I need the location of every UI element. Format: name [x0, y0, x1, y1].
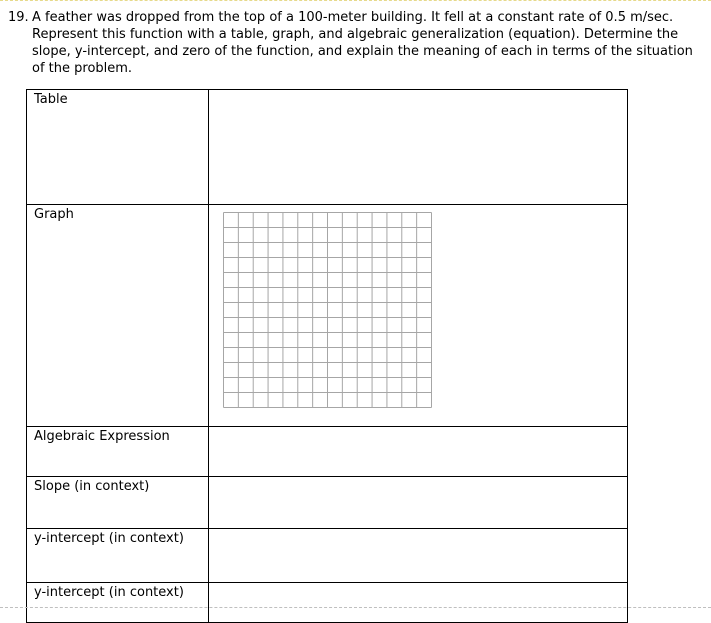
- table-row: [27, 427, 628, 477]
- row-label-y-intercept-2: y-intercept (in context): [34, 585, 184, 600]
- graph-grid-container: [209, 205, 627, 410]
- answer-cell-slope[interactable]: [209, 477, 628, 529]
- row-label-slope: Slope (in context): [34, 479, 150, 494]
- row-label-y-intercept: y-intercept (in context): [34, 531, 184, 546]
- table-row: [27, 205, 628, 427]
- table-row: [27, 477, 628, 529]
- question-number: 19.: [8, 10, 29, 25]
- question-block: [8, 9, 708, 77]
- row-label-algebraic-expression: Algebraic Expression: [34, 429, 170, 444]
- answer-cell-table[interactable]: [209, 90, 628, 205]
- label-cell: [27, 583, 209, 623]
- bottom-divider: [0, 607, 711, 608]
- top-divider: [0, 0, 711, 1]
- label-cell: [27, 427, 209, 477]
- table-row: [27, 583, 628, 623]
- worksheet-table: [26, 89, 628, 623]
- table-row: [27, 529, 628, 583]
- label-cell: [27, 90, 209, 205]
- table-row: [27, 90, 628, 205]
- label-cell: [27, 477, 209, 529]
- graph-grid[interactable]: [222, 211, 434, 410]
- question-text: A feather was dropped from the top of a 100-meter building. It fell at a constant rate of 0.5 m/sec. Represent this function with a table, graph, and algebraic generalization (equation). Determine the slope, y-intercept, and zero of the function, and explain the meaning of each in terms of the situation of the problem.: [32, 10, 693, 76]
- answer-cell-algebraic-expression[interactable]: [209, 427, 628, 477]
- answer-cell-y-intercept[interactable]: [209, 529, 628, 583]
- row-label-graph: Graph: [34, 207, 74, 222]
- label-cell: [27, 529, 209, 583]
- label-cell: [27, 205, 209, 427]
- answer-cell-graph[interactable]: [209, 205, 628, 427]
- row-label-table: Table: [34, 92, 68, 107]
- answer-cell-y-intercept-2[interactable]: [209, 583, 628, 623]
